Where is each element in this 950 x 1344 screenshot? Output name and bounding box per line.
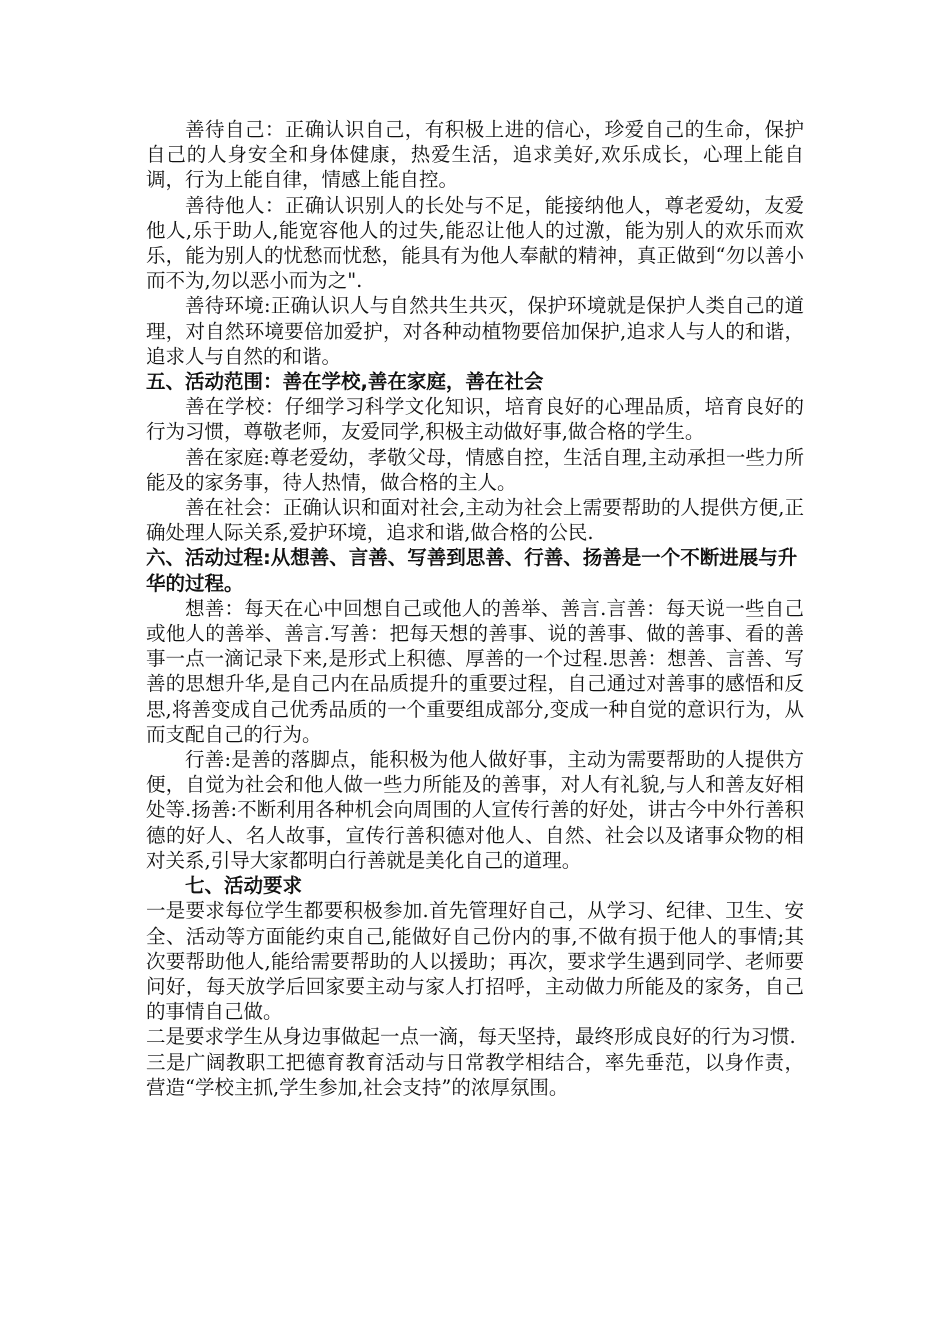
paragraph-practice-promote-good: 行善:是善的落脚点，能积极为他人做好事，主动为需要帮助的人提供方便，自觉为社会和他人做一些力所能及的善事，对人有礼貌,与人和善友好相处等.扬善:不断利用各种机会向周围的人宣传行善的好处，讲古今中外行善积德的好人、名人故事，宣传行善积德对他人、自然、社会以及诸事众物的相对关系,引导大家都明白行善就是美化自己的道理。 bbox=[146, 748, 804, 872]
paragraph-think-speak-write-good: 想善：每天在心中回想自己或他人的善举、善言.言善：每天说一些自己或他人的善举、善言.写善：把每天想的善事、说的善事、做的善事、看的善事一点一滴记录下来,是形式上积德、厚善的一个过程.思善：想善、言善、写善的思想升华,是自己内在品质提升的重要过程，自己通过对善事的感悟和反思,将善变成自己优秀品质的一个重要组成部分,变成一种自觉的意识行为，从而支配自己的行为。 bbox=[146, 596, 804, 746]
document-page bbox=[146, 117, 804, 1100]
paragraph-treat-self: 善待自己：正确认识自己，有积极上进的信心，珍爱自己的生命，保护自己的人身安全和身体健康，热爱生活，追求美好,欢乐成长，心理上能自调，行为上能自律，情感上能自控。 bbox=[146, 118, 804, 192]
paragraph-treat-others: 善待他人：正确认识别人的长处与不足，能接纳他人，尊老爱幼，友爱他人,乐于助人,能宽容他人的过失,能忍让他人的过激，能为别人的欢乐而欢乐，能为别人的忧愁而忧愁，能具有为他人奉献的精神，真正做到“勿以善小而不为,勿以恶小而为之". bbox=[146, 193, 804, 293]
requirement-three: 三是广阔教职工把德育教育活动与日常教学相结合，率先垂范，以身作责，营造“学校主抓,学生参加,社会支持”的浓厚氛围。 bbox=[146, 1050, 804, 1099]
requirement-two: 二是要求学生从身边事做起一点一滴，每天坚持，最终形成良好的行为习惯. bbox=[146, 1025, 796, 1049]
paragraph-treat-environment: 善待环境:正确认识人与自然共生共灭，保护环境就是保护人类自己的道理，对自然环境要倍加爱护，对各种动植物要倍加保护,追求人与人的和谐，追求人与自然的和谐。 bbox=[146, 294, 804, 368]
section-heading-activity-process: 六、活动过程:从想善、言善、写善到思善、行善、扬善是一个不断进展与升华的过程。 bbox=[146, 546, 798, 595]
requirement-one: 一是要求每位学生都要积极参加.首先管理好自己，从学习、纪律、卫生、安全、活动等方面能约束自己,能做好自己份内的事,不做有损于他人的事情;其次要帮助他人,能给需要帮助的人以援助；再次，要求学生遇到同学、老师要问好，每天放学后回家要主动与家人打招呼，主动做力所能及的家务，自己的事情自己做。 bbox=[146, 899, 804, 1024]
paragraph-good-at-home: 善在家庭:尊老爱幼，孝敬父母，情感自控，生活自理,主动承担一些力所能及的家务事，待人热情，做合格的主人。 bbox=[146, 445, 804, 494]
section-heading-activity-scope: 五、活动范围：善在学校,善在家庭，善在社会 bbox=[146, 370, 544, 394]
section-heading-activity-requirements: 七、活动要求 bbox=[185, 874, 303, 898]
paragraph-good-in-society: 善在社会：正确认识和面对社会,主动为社会上需要帮助的人提供方便,正确处理人际关系,爱护环境，追求和谐,做合格的公民. bbox=[146, 496, 804, 545]
paragraph-good-at-school: 善在学校：仔细学习科学文化知识，培育良好的心理品质，培育良好的行为习惯，尊敬老师，友爱同学,积极主动做好事,做合格的学生。 bbox=[146, 395, 804, 444]
